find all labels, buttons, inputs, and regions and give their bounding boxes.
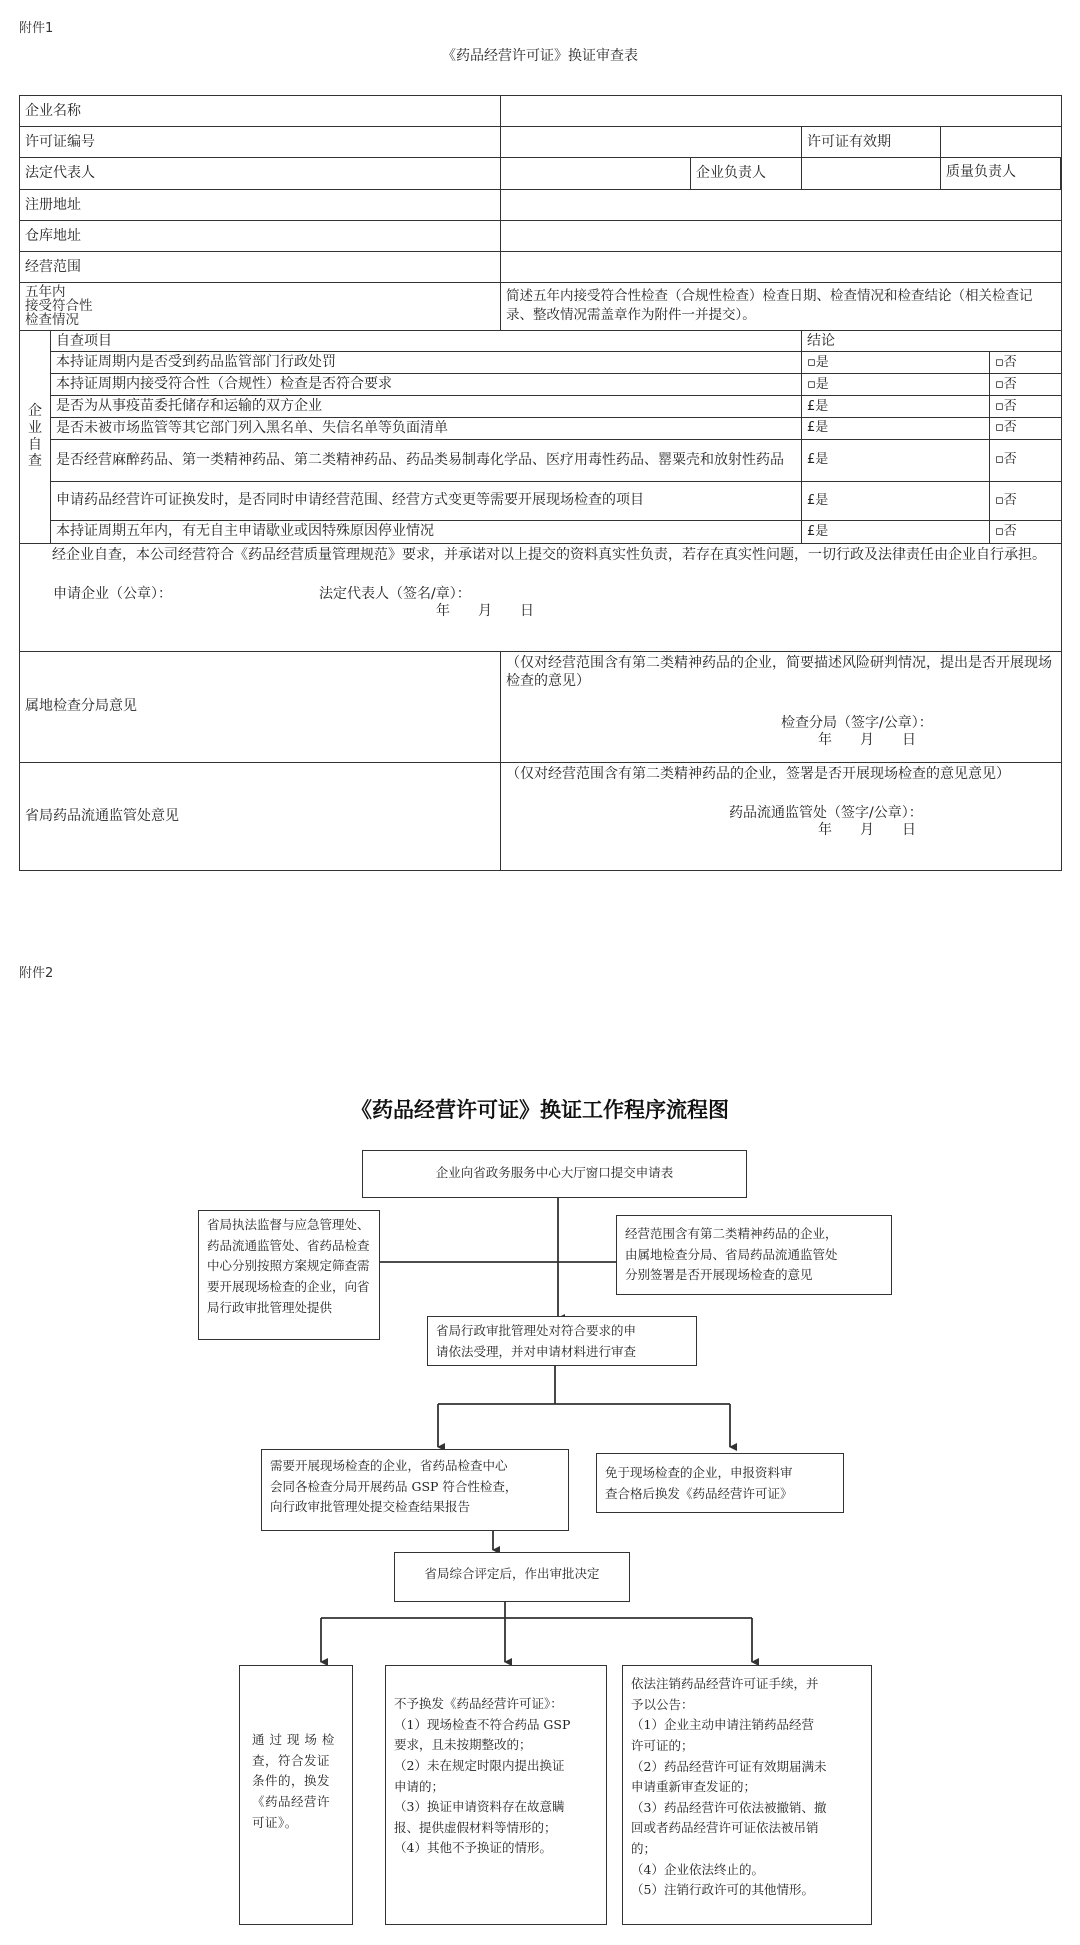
self-check-header: 自查项目 [51, 330, 802, 352]
flow-result-approve-box [239, 1665, 353, 1925]
check-no-option[interactable]: ▫否 [990, 417, 1062, 439]
box-line: 不予换发《药品经营许可证》： [394, 1696, 563, 1711]
flow-right-box [616, 1215, 892, 1295]
prov-sign-date: 年 月 日 [818, 821, 916, 838]
license-no-label: 许可证编号 [20, 127, 501, 158]
local-sign-label: 检查分局（签字/公章）： [781, 714, 933, 731]
check-no-option[interactable]: ▫否 [990, 439, 1062, 481]
box-line: 予以公告： [631, 1696, 694, 1712]
box-line: 申请重新审查发证的； [631, 1779, 757, 1795]
flow-decision-box: 省局综合评定后，作出审批决定 [394, 1552, 630, 1602]
local-sign-date: 年 月 日 [818, 731, 916, 748]
box-line: 依法注销药品经营许可证手续，并 [631, 1676, 819, 1691]
business-scope-label: 经营范围 [20, 252, 501, 283]
inspection-label-line: 检查情况 [25, 312, 79, 329]
box-line: （1）现场检查不符合药品 GSP [394, 1716, 571, 1732]
flow-result-reject-box [385, 1665, 607, 1925]
box-line: 《药品经营许 [252, 1793, 331, 1809]
check-no-option[interactable]: ▫否 [990, 374, 1062, 396]
check-item: 是否经营麻醉药品、第一类精神药品、第二类精神药品、药品类易制毒化学品、医疗用毒性药品、罂粟壳和放射性药品 [51, 439, 802, 481]
vertical-char: 自 [28, 436, 42, 453]
check-yes-option[interactable]: ▫是 [802, 374, 990, 396]
company-name-label: 企业名称 [20, 96, 501, 127]
inspection-description: 简述五年内接受符合性检查（合规性检查）检查日期、检查情况和检查结论（相关检查记录、整改情况需盖章作为附件一并提交）。 [501, 283, 1062, 331]
box-line: 省局执法监督与应急管理处、 [207, 1217, 370, 1232]
applicant-seal-label: 申请企业（公章）： [53, 585, 172, 602]
flow-onsite-box [261, 1449, 569, 1531]
check-no-option[interactable]: ▫否 [990, 520, 1062, 543]
box-line: 会同各检查分局开展药品 GSP 符合性检查， [270, 1478, 518, 1494]
box-line: 药品流通监管处、省药品检查 [207, 1237, 370, 1253]
box-line: 免于现场检查的企业，申报资料审 [605, 1465, 793, 1480]
quality-head-label: 质量负责人 [941, 158, 1061, 189]
legal-rep-sign-label: 法定代表人（签名/章）： [319, 585, 471, 602]
box-line: 的； [631, 1841, 657, 1856]
box-line: 报、提供虚假材料等情形的； [394, 1819, 557, 1835]
declaration-text: 经企业自查，本公司经营符合《药品经营质量管理规范》要求，并承诺对以上提交的资料真实性负责，若存在真实性问题，一切行政及法律责任由企业自行承担。 [52, 546, 1046, 563]
box-line: 要求，且未按期整改的； [394, 1737, 532, 1753]
prov-opinion-label: 省局药品流通监管处意见 [20, 762, 501, 870]
reg-address-label: 注册地址 [20, 190, 501, 221]
warehouse-address-label: 仓库地址 [20, 221, 501, 252]
flow-title: 《药品经营许可证》换证工作程序流程图 [351, 1097, 729, 1122]
local-opinion-note: （仅对经营范围含有第二类精神药品的企业，简要描述风险研判情况，提出是否开展现场检查的意见） [506, 654, 1052, 689]
check-item: 是否为从事疫苗委托储存和运输的双方企业 [51, 395, 802, 417]
check-no-option[interactable]: ▫否 [990, 395, 1062, 417]
check-yes-option[interactable]: £是 [802, 439, 990, 481]
flow-accept-box [427, 1316, 697, 1366]
company-head-label: 企业负责人 [691, 158, 802, 190]
box-line: （3）换证申请资料存在故意瞒 [394, 1799, 565, 1815]
check-yes-option[interactable]: £是 [802, 395, 990, 417]
flow-exempt-box [596, 1453, 844, 1513]
box-line: （2）药品经营许可证有效期届满未 [631, 1758, 827, 1774]
conclusion-header: 结论 [802, 330, 1062, 352]
prov-sign-label: 药品流通监管处（签字/公章）： [729, 804, 923, 821]
vertical-char: 查 [28, 453, 42, 470]
check-item: 申请药品经营许可证换发时，是否同时申请经营范围、经营方式变更等需要开展现场检查的项目 [51, 481, 802, 520]
box-line: 局行政审批管理处提供 [207, 1299, 333, 1315]
box-line: 要开展现场检查的企业，向省 [207, 1278, 370, 1294]
check-yes-option[interactable]: ▫是 [802, 352, 990, 374]
attachment-2-label: 附件2 [19, 966, 54, 981]
local-opinion-label: 属地检查分局意见 [20, 651, 501, 762]
flow-submit-box: 企业向省政务服务中心大厅窗口提交申请表 [362, 1150, 747, 1198]
box-line: 经营范围含有第二类精神药品的企业， [625, 1226, 838, 1241]
check-item: 是否未被市场监管等其它部门列入黑名单、失信名单等负面清单 [51, 417, 802, 439]
box-line: 通 过 现 场 检 [252, 1732, 335, 1747]
box-line: 省局行政审批管理处对符合要求的申 [436, 1323, 637, 1338]
check-item: 本持证周期内接受符合性（合规性）检查是否符合要求 [51, 374, 802, 396]
check-yes-option[interactable]: £是 [802, 417, 990, 439]
inspection-label-line: 接受符合性 [25, 298, 93, 315]
box-line: 查合格后换发《药品经营许可证》 [605, 1485, 793, 1501]
inspection-label-line: 五年内 [25, 284, 66, 300]
form-title: 《药品经营许可证》换证审查表 [442, 48, 638, 64]
flow-result-cancel-box [622, 1665, 872, 1925]
check-yes-option[interactable]: £是 [802, 520, 990, 543]
box-line: 申请的； [394, 1778, 445, 1794]
box-line: 需要开展现场检查的企业，省药品检查中心 [270, 1458, 508, 1473]
legal-rep-label: 法定代表人 [20, 158, 501, 190]
box-line: 中心分别按照方案规定筛查需 [207, 1258, 370, 1274]
box-line: （1）企业主动申请注销药品经营 [631, 1717, 814, 1733]
box-line: （4）企业依法终止的。 [631, 1861, 764, 1877]
vertical-char: 业 [28, 419, 42, 436]
check-item: 本持证周期内是否受到药品监管部门行政处罚 [51, 352, 802, 374]
declaration-date: 年 月 日 [436, 602, 534, 619]
check-no-option[interactable]: ▫否 [990, 352, 1062, 374]
box-line: 可证》。 [252, 1814, 298, 1830]
box-line: 向行政审批管理处提交检查结果报告 [270, 1499, 471, 1515]
flow-left-box [198, 1210, 380, 1340]
box-line: 查，符合发证 [252, 1752, 331, 1768]
box-line: （5）注销行政许可的其他情形。 [631, 1882, 814, 1898]
attachment-1-label: 附件1 [19, 21, 54, 36]
box-line: 请依法受理，并对申请材料进行审查 [436, 1343, 637, 1359]
box-line: 分别签署是否开展现场检查的意见 [625, 1267, 813, 1283]
box-line: （3）药品经营许可依法被撤销、撤 [631, 1799, 827, 1815]
check-no-option[interactable]: ▫否 [990, 481, 1062, 520]
prov-opinion-note: （仅对经营范围含有第二类精神药品的企业，签署是否开展现场检查的意见意见） [506, 765, 1010, 782]
check-yes-option[interactable]: £是 [802, 481, 990, 520]
box-line: 许可证的； [631, 1737, 694, 1753]
box-line: 条件的，换发 [252, 1773, 331, 1789]
license-valid-label: 许可证有效期 [802, 127, 941, 158]
box-line: 由属地检查分局、省局药品流通监管处 [625, 1246, 838, 1262]
vertical-char: 企 [28, 402, 42, 419]
box-line: 回或者药品经营许可证依法被吊销 [631, 1820, 819, 1836]
box-line: （2）未在规定时限内提出换证 [394, 1757, 565, 1773]
check-item: 本持证周期五年内，有无自主申请歇业或因特殊原因停业情况 [51, 520, 802, 543]
box-line: （4）其他不予换证的情形。 [394, 1840, 552, 1856]
